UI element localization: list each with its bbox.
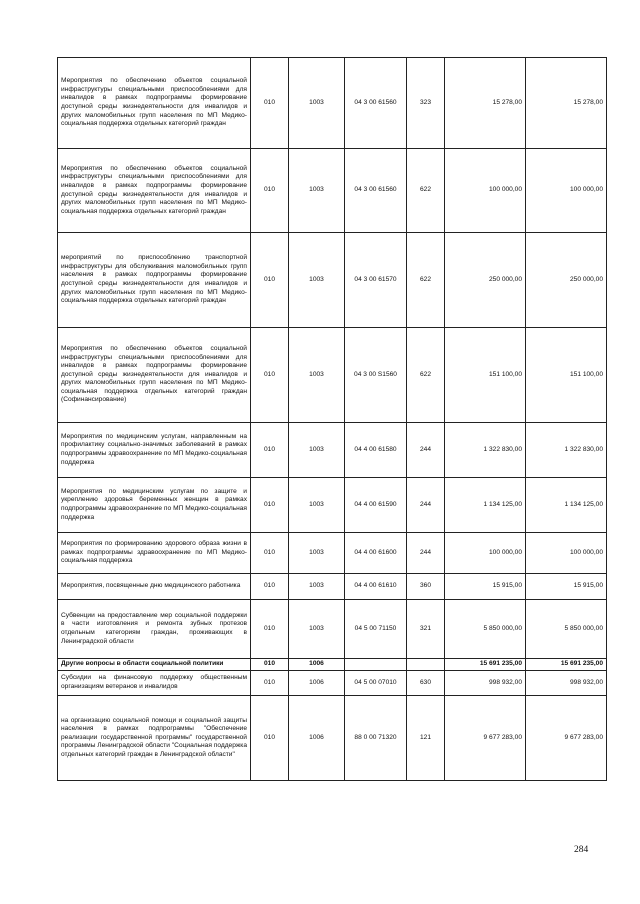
- row-sum2: 1 322 830,00: [526, 423, 607, 478]
- row-csr: 04 4 00 61600: [345, 533, 407, 574]
- row-name: на организацию социальной помощи и социальной защиты населения в рамках подпрограммы "Обеспечение реализации государственной программы" государственной программы Ленинградской области "Социальная поддержка отдельных категорий граждан в Ленинградской области": [58, 696, 251, 781]
- row-ved: 010: [251, 149, 289, 233]
- row-sum2: 9 677 283,00: [526, 696, 607, 781]
- row-name: Мероприятия, посвященные дню медицинского работника: [58, 574, 251, 600]
- row-sum2: 151 100,00: [526, 328, 607, 423]
- row-name: Мероприятия по медицинским услугам по защите и укреплению здоровья беременных женщин в рамках подпрограммы здравоохранение по МП Медико-социальная поддержка: [58, 478, 251, 533]
- row-vr: 622: [407, 149, 445, 233]
- row-ved: 010: [251, 600, 289, 659]
- row-csr: 04 4 00 61580: [345, 423, 407, 478]
- row-csr: 04 4 00 61590: [345, 478, 407, 533]
- row-vr: 323: [407, 58, 445, 149]
- row-sum2: 250 000,00: [526, 233, 607, 328]
- table-row: [58, 149, 607, 233]
- row-name: Мероприятия по обеспечению объектов социальной инфраструктуры специальными приспособлениями для инвалидов в рамках подпрограммы формирование доступной среды жизнедеятельности для инвалидов и других маломобильных групп населения по МП Медико-социальная поддержка отдельных категорий граждан (Софинансирование): [58, 328, 251, 423]
- row-rzpr: 1006: [289, 671, 345, 696]
- table-row: [58, 328, 607, 423]
- row-ved: 010: [251, 233, 289, 328]
- row-ved: 010: [251, 671, 289, 696]
- row-ved: 010: [251, 423, 289, 478]
- row-sum2: 998 932,00: [526, 671, 607, 696]
- table-row: [58, 574, 607, 600]
- row-name: мероприятий по приспособлению транспортной инфраструктуры для обслуживания маломобильных групп населения в рамках подпрограммы формирование доступной среды жизнедеятельности для инвалидов и других маломобильных групп населения по МП Медико-социальная поддержка отдельных категорий граждан: [58, 233, 251, 328]
- row-ved: 010: [251, 574, 289, 600]
- row-name: Субвенции на предоставление мер социальной поддержки в части изготовления и ремонта зубных протезов отдельным категориям граждан, проживающих в Ленинградской области: [58, 600, 251, 659]
- row-vr: [407, 659, 445, 671]
- budget-table: [57, 57, 607, 781]
- row-sum1: 151 100,00: [445, 328, 526, 423]
- row-ved: 010: [251, 58, 289, 149]
- table-row: [58, 696, 607, 781]
- row-sum1: 15 691 235,00: [445, 659, 526, 671]
- page-number: 284: [574, 845, 589, 855]
- row-sum1: 250 000,00: [445, 233, 526, 328]
- row-sum2: 5 850 000,00: [526, 600, 607, 659]
- row-sum1: 998 932,00: [445, 671, 526, 696]
- row-rzpr: 1003: [289, 58, 345, 149]
- row-name: Мероприятия по медицинским услугам, направленным на профилактику социально-значимых заболеваний в рамках подпрограммы здравоохранение по МП Медико-социальная поддержка: [58, 423, 251, 478]
- row-rzpr: 1003: [289, 478, 345, 533]
- table-row-section: [58, 659, 607, 671]
- table-row: [58, 58, 607, 149]
- row-vr: 121: [407, 696, 445, 781]
- row-vr: 630: [407, 671, 445, 696]
- table-row: [58, 671, 607, 696]
- row-vr: 244: [407, 478, 445, 533]
- row-name: Другие вопросы в области социальной политики: [58, 659, 251, 671]
- row-rzpr: 1006: [289, 696, 345, 781]
- table-row: [58, 533, 607, 574]
- row-rzpr: 1003: [289, 574, 345, 600]
- row-ved: 010: [251, 659, 289, 671]
- row-vr: 360: [407, 574, 445, 600]
- row-sum1: 5 850 000,00: [445, 600, 526, 659]
- table-row: [58, 423, 607, 478]
- row-csr: [345, 659, 407, 671]
- table-row: [58, 233, 607, 328]
- row-csr: 04 5 00 07010: [345, 671, 407, 696]
- row-sum1: 15 915,00: [445, 574, 526, 600]
- row-sum1: 1 322 830,00: [445, 423, 526, 478]
- row-name: Мероприятия по обеспечению объектов социальной инфраструктуры специальными приспособлениями для инвалидов в рамках подпрограммы формирование доступной среды жизнедеятельности для инвалидов и других маломобильных групп населения по МП Медико-социальная поддержка отдельных категорий граждан: [58, 58, 251, 149]
- row-name: Мероприятия по обеспечению объектов социальной инфраструктуры специальными приспособлениями для инвалидов в рамках подпрограммы формирование доступной среды жизнедеятельности для инвалидов и других маломобильных групп населения по МП Медико-социальная поддержка отдельных категорий граждан: [58, 149, 251, 233]
- table-row: [58, 478, 607, 533]
- row-sum2: 15 278,00: [526, 58, 607, 149]
- row-sum1: 100 000,00: [445, 149, 526, 233]
- row-vr: 244: [407, 423, 445, 478]
- row-ved: 010: [251, 328, 289, 423]
- row-rzpr: 1003: [289, 328, 345, 423]
- row-rzpr: 1003: [289, 423, 345, 478]
- row-sum2: 15 691 235,00: [526, 659, 607, 671]
- row-vr: 622: [407, 233, 445, 328]
- row-name: Субсидии на финансовую поддержку общественным организациям ветеранов и инвалидов: [58, 671, 251, 696]
- row-sum1: 100 000,00: [445, 533, 526, 574]
- row-name: Мероприятия по формированию здорового образа жизни в рамках подпрограммы здравоохранение по МП Медико-социальная поддержка: [58, 533, 251, 574]
- row-rzpr: 1006: [289, 659, 345, 671]
- row-sum1: 9 677 283,00: [445, 696, 526, 781]
- row-ved: 010: [251, 478, 289, 533]
- row-ved: 010: [251, 533, 289, 574]
- row-sum2: 100 000,00: [526, 149, 607, 233]
- row-ved: 010: [251, 696, 289, 781]
- row-sum1: 1 134 125,00: [445, 478, 526, 533]
- row-rzpr: 1003: [289, 533, 345, 574]
- row-csr: 88 0 00 71320: [345, 696, 407, 781]
- row-csr: 04 3 00 S1560: [345, 328, 407, 423]
- row-vr: 321: [407, 600, 445, 659]
- row-csr: 04 3 00 61560: [345, 58, 407, 149]
- row-rzpr: 1003: [289, 149, 345, 233]
- row-vr: 244: [407, 533, 445, 574]
- row-rzpr: 1003: [289, 600, 345, 659]
- row-sum2: 100 000,00: [526, 533, 607, 574]
- row-sum2: 15 915,00: [526, 574, 607, 600]
- row-csr: 04 3 00 61570: [345, 233, 407, 328]
- row-csr: 04 3 00 61560: [345, 149, 407, 233]
- row-vr: 622: [407, 328, 445, 423]
- table-row: [58, 600, 607, 659]
- row-sum2: 1 134 125,00: [526, 478, 607, 533]
- row-rzpr: 1003: [289, 233, 345, 328]
- row-sum1: 15 278,00: [445, 58, 526, 149]
- row-csr: 04 4 00 61610: [345, 574, 407, 600]
- row-csr: 04 5 00 71150: [345, 600, 407, 659]
